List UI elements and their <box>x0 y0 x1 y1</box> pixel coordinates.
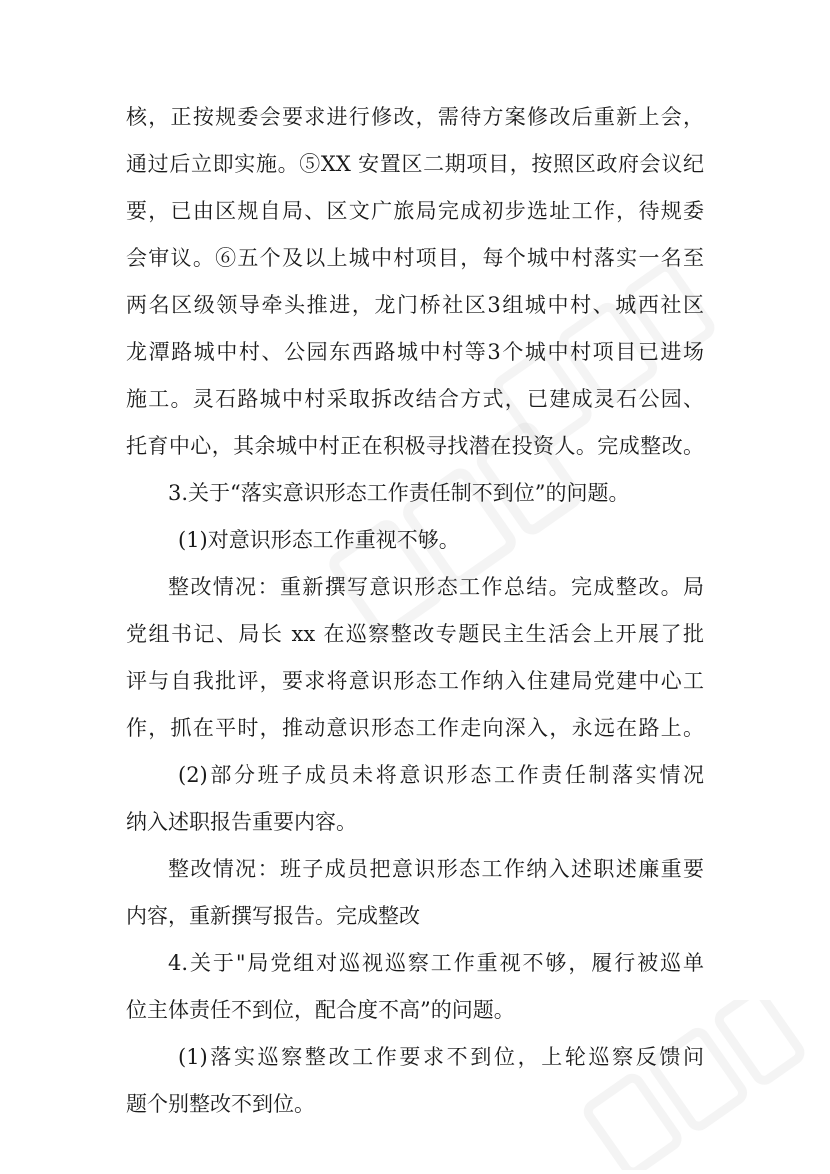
body-line: 内容，重新撰写报告。完成整改 <box>126 904 420 928</box>
body-line: 整改情况：班子成员把意识形态工作纳入述职述廉重要 <box>168 857 704 881</box>
body-line: 核，正按规委会要求进行修改，需待方案修改后重新上会， <box>126 105 704 129</box>
body-line: 施工。灵石路城中村采取拆改结合方式，已建成灵石公园、 <box>126 387 704 411</box>
body-line: 托育中心，其余城中村正在积极寻找潜在投资人。完成整改。 <box>126 434 704 458</box>
section-heading: 3.关于“落实意识形态工作责任制不到位”的问题。 <box>168 481 630 505</box>
body-line: 会审议。⑥五个及以上城中村项目，每个城中村落实一名至 <box>126 246 704 270</box>
watermark-graphic <box>560 1000 820 1170</box>
body-line: 作，抓在平时，推动意识形态工作走向深入，永远在路上。 <box>126 716 704 740</box>
body-line: 通过后立即实施。⑤XX 安置区二期项目，按照区政府会议纪 <box>126 152 704 176</box>
body-line: 龙潭路城中村、公园东西路城中村等3个城中村项目已进场 <box>126 340 704 364</box>
body-line: 纳入述职报告重要内容。 <box>126 810 357 834</box>
sub-heading: (2)部分班子成员未将意识形态工作责任制落实情况 <box>178 763 704 787</box>
body-line: 要，已由区规自局、区文广旅局完成初步选址工作，待规委 <box>126 199 704 223</box>
body-line: 题个别整改不到位。 <box>126 1092 315 1116</box>
body-line: 两名区级领导牵头推进，龙门桥社区3组城中村、城西社区 <box>126 293 704 317</box>
body-line: 位主体责任不到位，配合度不高”的问题。 <box>126 998 515 1022</box>
body-line: 整改情况：重新撰写意识形态工作总结。完成整改。局 <box>168 575 704 599</box>
section-heading: 4.关于"局党组对巡视巡察工作重视不够，履行被巡单 <box>168 951 704 975</box>
body-line: 党组书记、局长 xx 在巡察整改专题民主生活会上开展了批 <box>126 622 704 646</box>
sub-heading: (1)落实巡察整改工作要求不到位，上轮巡察反馈问 <box>178 1045 704 1069</box>
sub-heading: (1)对意识形态工作重视不够。 <box>178 528 460 552</box>
body-line: 评与自我批评，要求将意识形态工作纳入住建局党建中心工 <box>126 669 704 693</box>
